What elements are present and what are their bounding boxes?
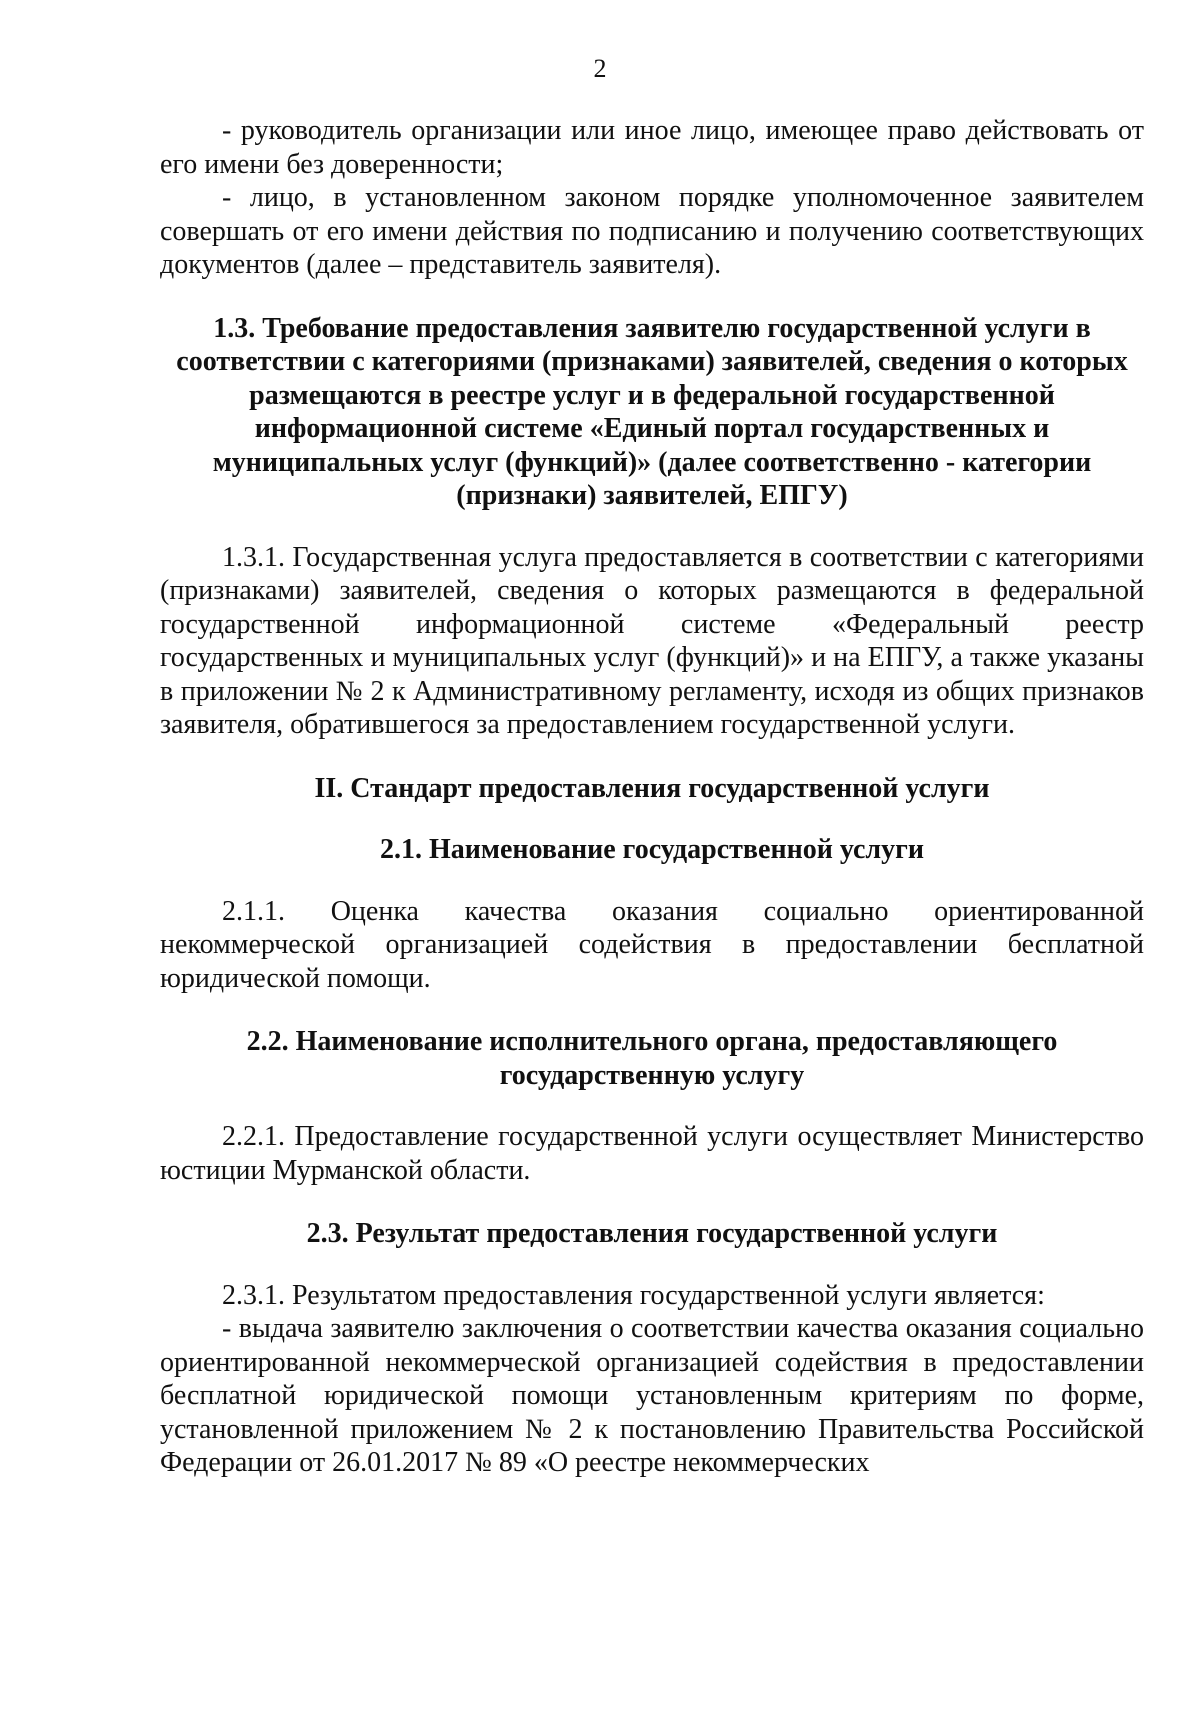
list-item-representative: - лицо, в установленном законом порядке уполномоченное заявителем совершать от его имени действия по подписанию и получению соответствующих документов (далее – представитель заявителя). xyxy=(160,182,1144,280)
paragraph-2-1-1: 2.1.1. Оценка качества оказания социально ориентированной некоммерческой организацией содействия в предоставлении бесплатной юридической помощи. xyxy=(160,895,1144,994)
paragraph-result: - выдача заявителю заключения о соответствии качества оказания социально ориентированной некоммерческой организацией содействия в предоставлении бесплатной юридической помощи установленным критериям по форме, установленной приложением № 2 к постановлению Правительства Российской Федерации от 26.01.2017 № 89 «О реестре некоммерческих xyxy=(160,1313,1144,1478)
heading-section-II: II. Стандарт предоставления государственной услуги xyxy=(314,772,990,804)
paragraph-1-3-1: 1.3.1. Государственная услуга предоставляется в соответствии с категориями (признаками) заявителей, сведения о которых размещаются в федеральной государственной информационной системе «Федеральный реестр государственных и муниципальных услуг (функций)» и на ЕПГУ, а также указаны в приложении № 2 к Административному регламенту, исходя из общих признаков заявителя, обратившегося за предоставлением государственной услуги. xyxy=(160,541,1144,740)
paragraph-2-3-1: 2.3.1. Результатом предоставления государственной услуги является: xyxy=(222,1279,1045,1311)
heading-2-3: 2.3. Результат предоставления государственной услуги xyxy=(306,1218,998,1249)
heading-2-1: 2.1. Наименование государственной услуги xyxy=(380,834,924,865)
heading-1-3: 1.3. Требование предоставления заявителю государственной услуги в соответствии с категориями (признаками) заявителей, сведения о которых размещаются в реестре услуг и в федеральной государственной информационной системе «Единый портал государственных и муниципальных услуг (функций)» (далее соответственно - категории (признаки) заявителей, ЕПГУ) xyxy=(176,312,1128,511)
list-item-head: - руководитель организации или иное лицо, имеющее право действовать от его имени без доверенности; xyxy=(160,115,1144,180)
document-body xyxy=(160,114,1144,1480)
heading-2-2: 2.2. Наименование исполнительного органа, предоставляющего государственную услугу xyxy=(246,1026,1058,1091)
page-number: 2 xyxy=(593,54,607,83)
paragraph-2-2-1: 2.2.1. Предоставление государственной услуги осуществляет Министерство юстиции Мурманской области. xyxy=(160,1121,1144,1186)
